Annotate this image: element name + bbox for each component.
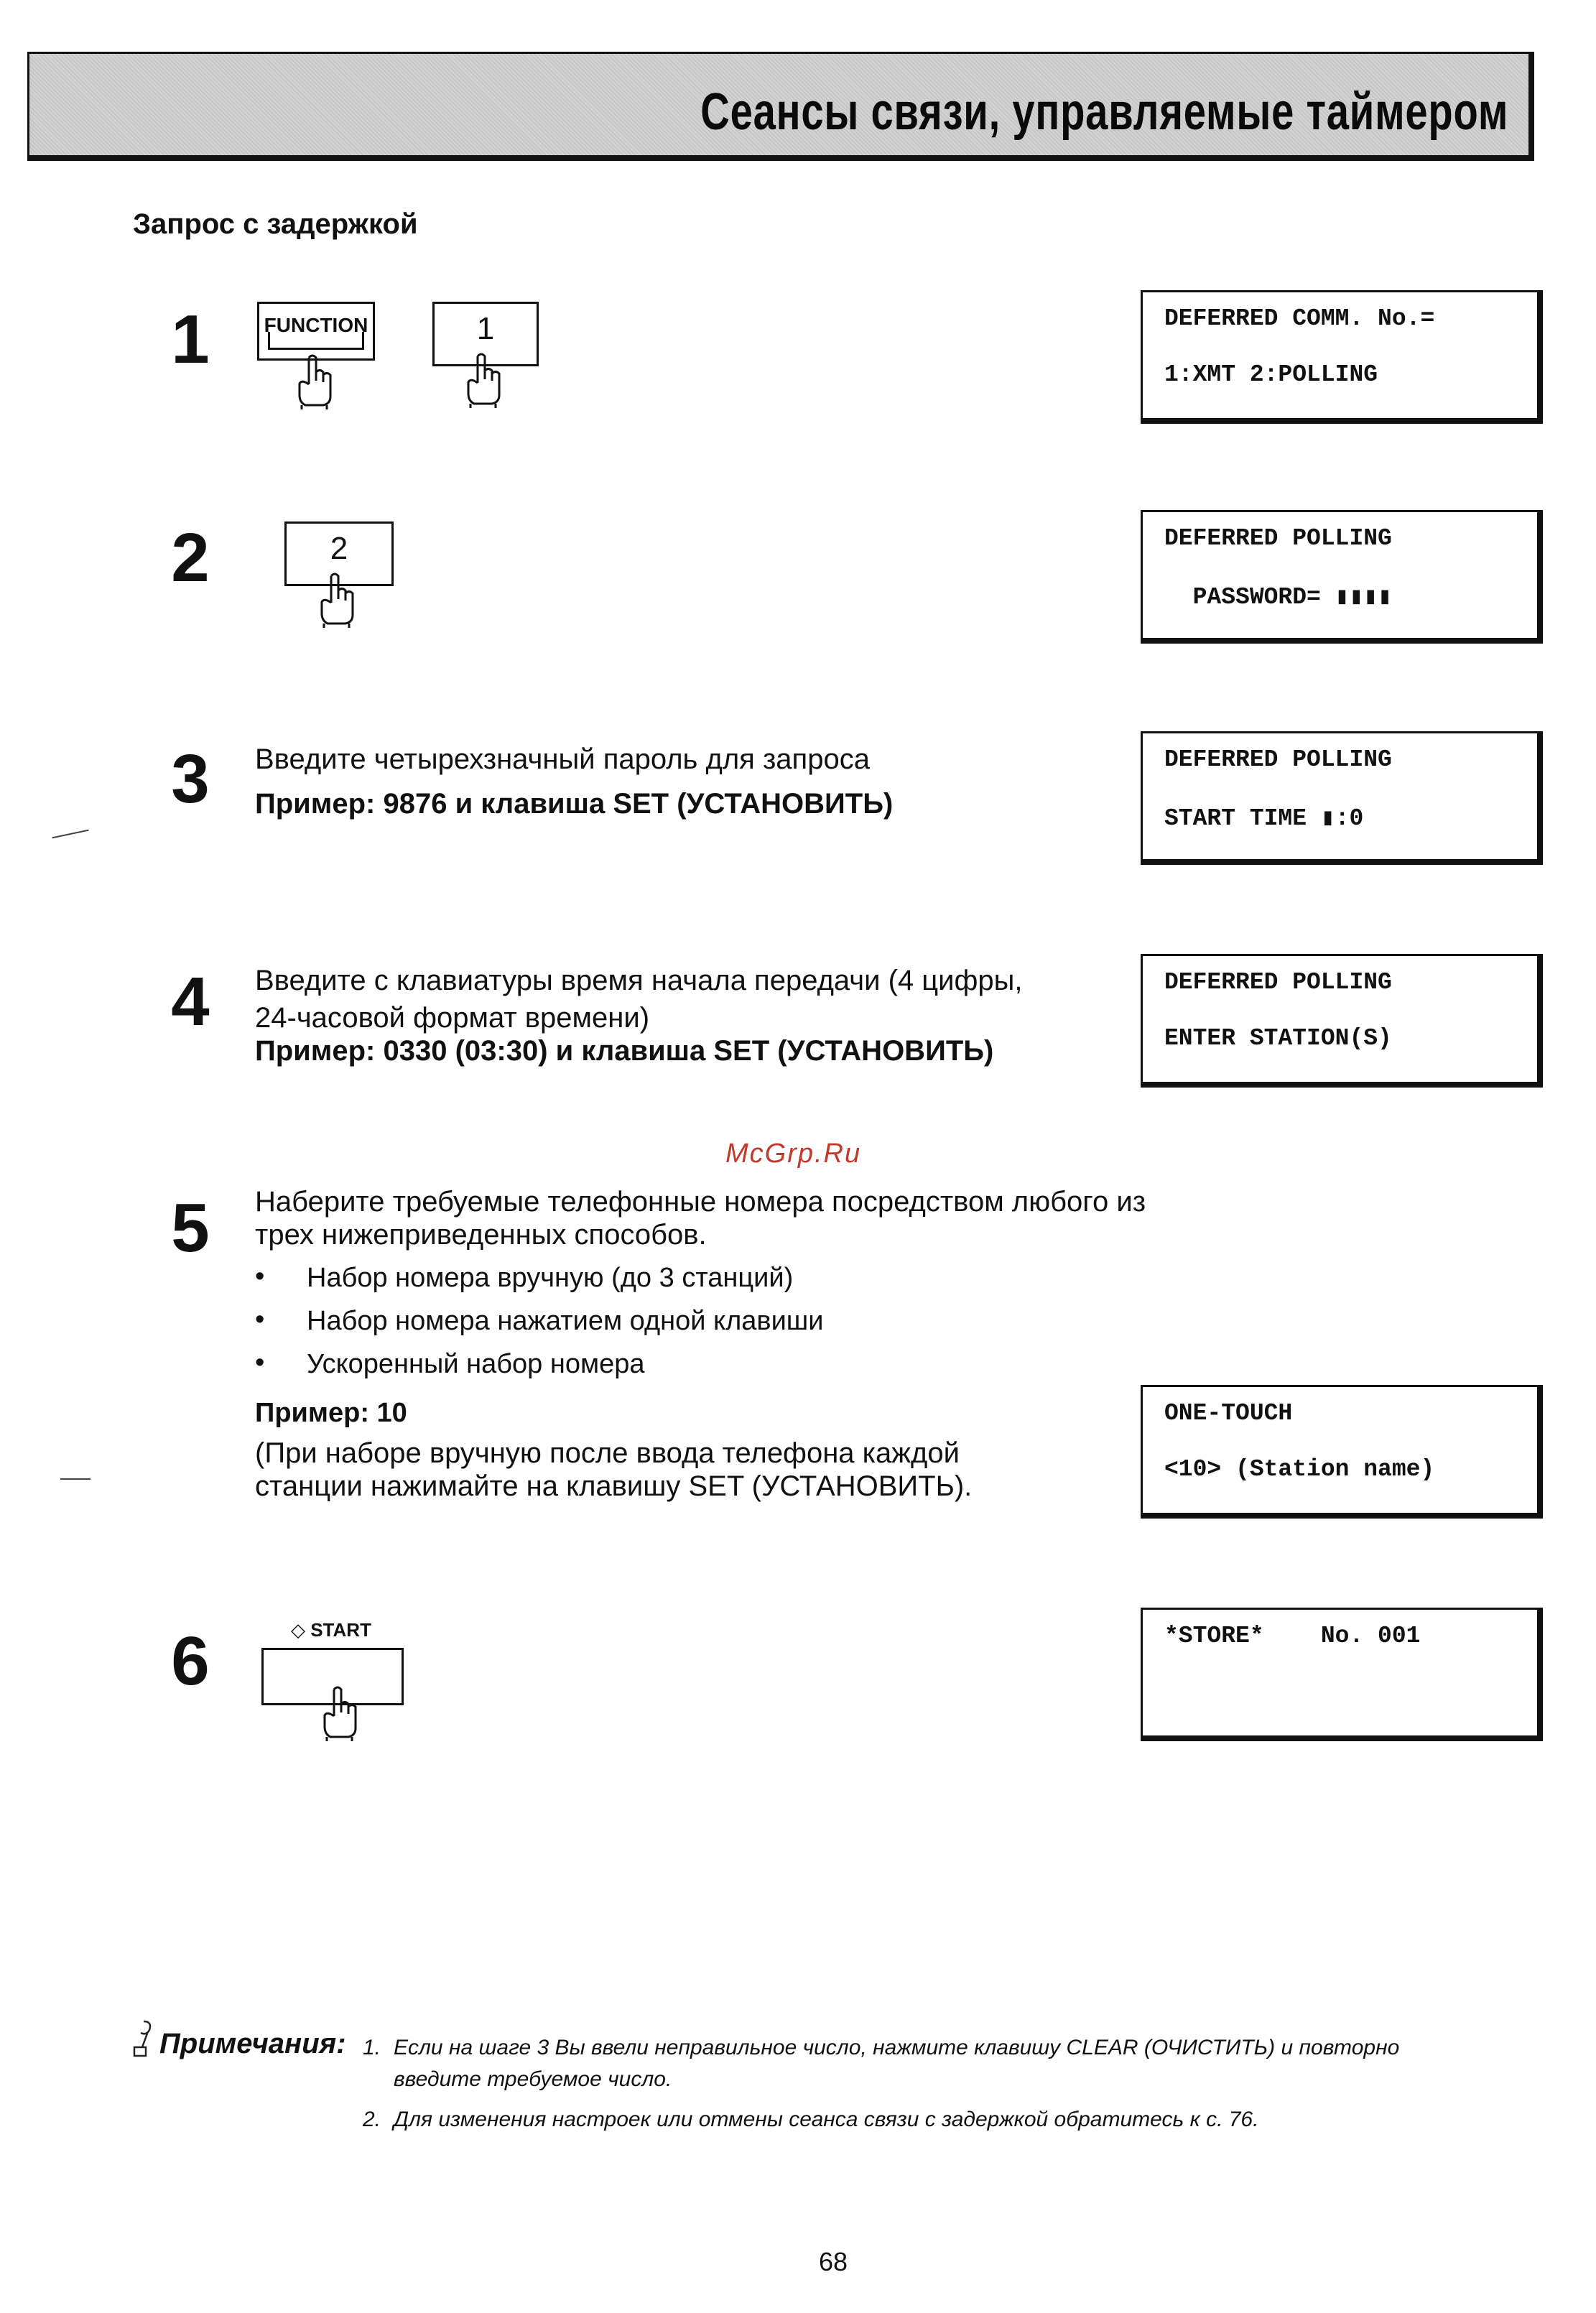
step-note-line-2: станции нажимайте на клавишу SET (УСТАНОВИТЬ). [255, 1470, 973, 1502]
margin-mark [52, 830, 88, 839]
step-note-line-1: (При наборе вручную после ввода телефона каждой [255, 1437, 960, 1469]
lcd-display [1141, 954, 1543, 1088]
header-title: Сеансы связи, управляемые таймером [700, 83, 1508, 141]
note-line: Если на шаге 3 Вы ввели неправильное число, нажмите клавишу CLEAR (ОЧИСТИТЬ) и повторно [394, 2036, 1400, 2059]
bullet-icon: • [255, 1261, 265, 1292]
lcd-line-2: <10> (Station name) [1164, 1456, 1435, 1483]
notes-label: Примечания: [159, 2028, 346, 2059]
bullet-text: Набор номера нажатием одной клавиши [307, 1306, 824, 1336]
key-label: 2 [330, 531, 348, 566]
bullet-text: Ускоренный набор номера [307, 1349, 645, 1379]
watermark: McGrp.Ru [725, 1139, 862, 1169]
lcd-display [1141, 731, 1543, 865]
step-number: 6 [171, 1623, 210, 1700]
step-example: Пример: 9876 и клавиша SET (УСТАНОВИТЬ) [255, 788, 894, 820]
lcd-line-1: DEFERRED COMM. No.= [1164, 305, 1435, 332]
lcd-display [1141, 1608, 1543, 1741]
lcd-line-1: *STORE* No. 001 [1164, 1623, 1421, 1649]
step-example: Пример: 0330 (03:30) и клавиша SET (УСТАНОВИТЬ) [255, 1035, 994, 1067]
key-label: 1 [476, 311, 495, 346]
step-instruction: Введите четырехзначный пароль для запроса [255, 743, 870, 775]
pressing-finger-icon [316, 1684, 366, 1741]
lcd-display [1141, 1385, 1543, 1519]
start-key-label: ◇ START [291, 1619, 371, 1641]
step-number: 3 [171, 741, 210, 817]
note-pencil-icon [132, 2018, 158, 2059]
note-line: введите требуемое число. [394, 2067, 672, 2091]
key-inner-outline [268, 332, 364, 350]
lcd-line-1: DEFERRED POLLING [1164, 969, 1392, 996]
note-line: Для изменения настроек или отмены сеанса связи с задержкой обратитесь к с. 76. [394, 2108, 1259, 2131]
lcd-line-1: DEFERRED POLLING [1164, 746, 1392, 773]
lcd-line-2: PASSWORD= ▮▮▮▮ [1164, 584, 1393, 611]
lcd-line-1: ONE-TOUCH [1164, 1400, 1293, 1427]
lcd-line-1: DEFERRED POLLING [1164, 525, 1392, 552]
step-number: 4 [171, 963, 210, 1040]
lcd-line-2: ENTER STATION(S) [1164, 1025, 1392, 1052]
bullet-text: Набор номера вручную (до 3 станций) [307, 1263, 794, 1293]
page-number: 68 [819, 2247, 848, 2276]
step-instruction-line-1: Введите с клавиатуры время начала передачи (4 цифры, [255, 965, 1023, 996]
step-instruction-line-1: Наберите требуемые телефонные номера посредством любого из [255, 1186, 1146, 1218]
bullet-icon: • [255, 1304, 265, 1335]
lcd-line-2: START TIME ▮:0 [1164, 805, 1364, 832]
lcd-display [1141, 290, 1543, 424]
lcd-display [1141, 510, 1543, 644]
pressing-finger-icon [313, 570, 363, 628]
key-label: FUNCTION [264, 314, 368, 336]
lcd-line-2: 1:XMT 2:POLLING [1164, 361, 1378, 388]
step-number: 1 [171, 301, 210, 378]
section-title: Запрос с задержкой [133, 208, 418, 240]
note-number: 2. [363, 2108, 381, 2131]
step-number: 5 [171, 1190, 210, 1266]
header-band [27, 52, 1534, 161]
step-instruction-line-2: трех нижеприведенных способов. [255, 1219, 707, 1251]
pressing-finger-icon [460, 351, 510, 408]
pressing-finger-icon [291, 352, 341, 409]
bullet-icon: • [255, 1348, 265, 1378]
step-example: Пример: 10 [255, 1398, 407, 1428]
step-instruction-line-2: 24-часовой формат времени) [255, 1002, 650, 1034]
step-number: 2 [171, 519, 210, 596]
margin-mark [60, 1478, 91, 1480]
note-number: 1. [363, 2036, 381, 2059]
